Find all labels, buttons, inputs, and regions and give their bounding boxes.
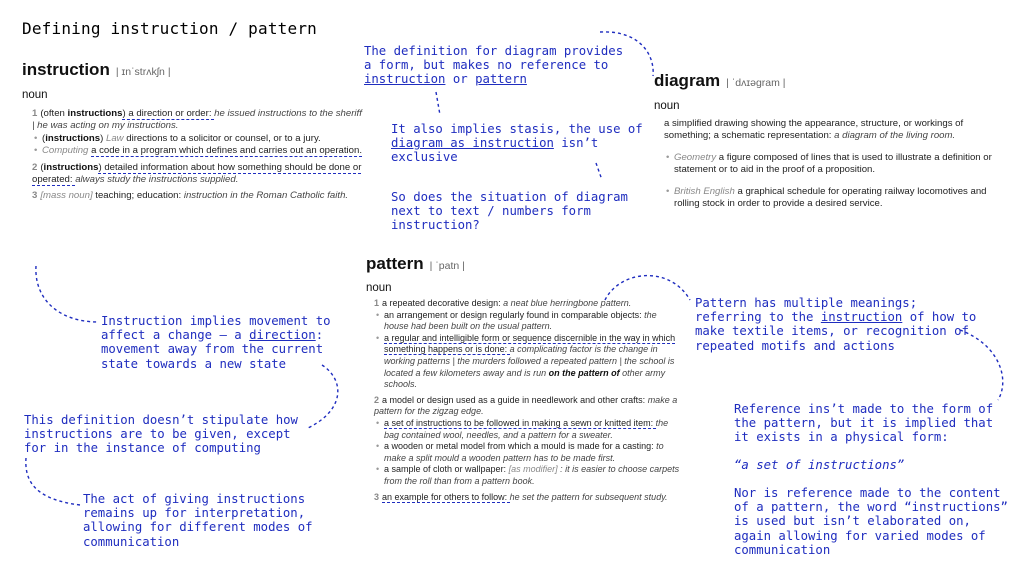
diagram-pos: noun <box>654 100 680 112</box>
pattern-sense-2a: • a set of instructions to be followed in making a sewn or knitted item: the bag contained wool, needles, and a pattern for a sweater. <box>374 418 681 441</box>
note-stipulate: This definition doesn’t stipulate how instructions are to be given, except for in the instance of computing <box>24 413 298 456</box>
instruction-word: instruction <box>22 60 110 79</box>
note-form-reference: Reference ins’t made to the form of the pattern, but it is implied that it exists in a physical form: <box>734 402 994 445</box>
sense-1: 1 (often instructions) a direction or order: he issued instructions to the sheriff | he was acting on my instructions. <box>32 108 362 132</box>
pattern-entry <box>366 254 681 503</box>
note-interpretation: The act of giving instructions remains up for interpretation, allowing for different modes of communication <box>83 492 313 549</box>
note-content-reference: Nor is reference made to the content of a pattern, the word “instructions” is used but isn’t elaborated on, again allowing for varied modes of communication <box>734 486 1008 557</box>
sense-3: 3 [mass noun] teaching; education: instruction in the Roman Catholic faith. <box>32 190 349 202</box>
pattern-pronunciation: | ˈpatn | <box>429 260 465 272</box>
connector-n5-n6 <box>26 458 80 505</box>
pattern-sense-1: 1 a repeated decorative design: a neat blue herringbone pattern. <box>374 298 632 308</box>
pattern-sense-3: 3 an example for others to follow: he set the pattern for subsequent study. <box>374 491 668 502</box>
pattern-senses <box>366 298 681 503</box>
note-diagram-form: The definition for diagram provides a form, but makes no reference to instruction or pattern <box>364 44 624 87</box>
diagram-sense-british: • British English a graphical schedule for operating railway locomotives and rolling stock in order to provide a desired service. <box>664 186 1004 211</box>
note-pattern-meanings: Pattern has multiple meanings; referring to the instruction of how to make textile items, or recognition of repeated motifs and actions <box>695 296 977 353</box>
note-situation: So does the situation of diagram next to text / numbers form instruction? <box>391 190 628 233</box>
connector-n2-n3 <box>596 163 602 180</box>
note-quote: “a set of instructions” <box>734 458 905 472</box>
pattern-sense-1a: • an arrangement or design regularly found in comparable objects: the house had been built on the usual pattern. <box>374 310 681 333</box>
sense-1b: • Computing a code in a program which defines and carries out an operation. <box>32 145 367 157</box>
diagram-entry <box>654 71 1004 210</box>
instruction-headword <box>22 60 367 80</box>
note-stasis: It also implies stasis, the use of diagram as instruction isn’t exclusive <box>391 122 643 165</box>
diagram-senses <box>654 118 1004 210</box>
pattern-sense-1b: • a regular and intelligible form or sequence discernible in the way in which something happens or is done: a complicating factor is the change in working patterns | the murders followed a repeated pattern | the school is located a few kilometers away and is run on the pattern of other army schools. <box>374 333 681 391</box>
instruction-senses <box>22 108 367 203</box>
diagram-sense-1: a simplified drawing showing the appearance, structure, or workings of something; a schematic representation: a diagram of the living room. <box>664 118 964 142</box>
diagram-headword <box>654 71 1004 91</box>
pattern-sense-2c: • a sample of cloth or wallpaper: [as modifier] : it is easier to choose carpets from the roll than from a pattern book. <box>374 464 681 487</box>
diagram-pronunciation: | ˈdʌɪəɡram | <box>726 77 786 89</box>
note-movement: Instruction implies movement to affect a change – a direction: movement away from the current state towards a new state <box>101 314 331 371</box>
pattern-pos: noun <box>366 282 392 294</box>
instruction-pronunciation: | ɪnˈstrʌkʃn | <box>115 66 171 78</box>
page-title: Defining instruction / pattern <box>22 19 317 38</box>
sense-2: 2 (instructions) detailed information about how something should be done or operated: always study the instructions supplied. <box>32 161 362 186</box>
sense-1a: • (instructions) Law directions to a solicitor or counsel, or to a jury. <box>32 133 367 145</box>
instruction-entry <box>22 60 367 203</box>
pattern-headword <box>366 254 681 274</box>
pattern-word: pattern <box>366 254 424 273</box>
instruction-pos: noun <box>22 89 48 101</box>
diagram-sense-geometry: • Geometry a figure composed of lines that is used to illustrate a definition or statement or to aid in the proof of a proposition. <box>664 152 1004 177</box>
pattern-sense-2: 2 a model or design used as a guide in needlework and other crafts: make a pattern for the zigzag edge. <box>374 394 678 417</box>
connector-instruction-n4 <box>36 266 98 322</box>
connector-n1-n2 <box>436 92 440 115</box>
diagram-word: diagram <box>654 71 721 90</box>
pattern-sense-2b: • a wooden or metal model from which a mould is made for a casting: to make a split mould a wooden pattern has to be made first. <box>374 441 681 464</box>
